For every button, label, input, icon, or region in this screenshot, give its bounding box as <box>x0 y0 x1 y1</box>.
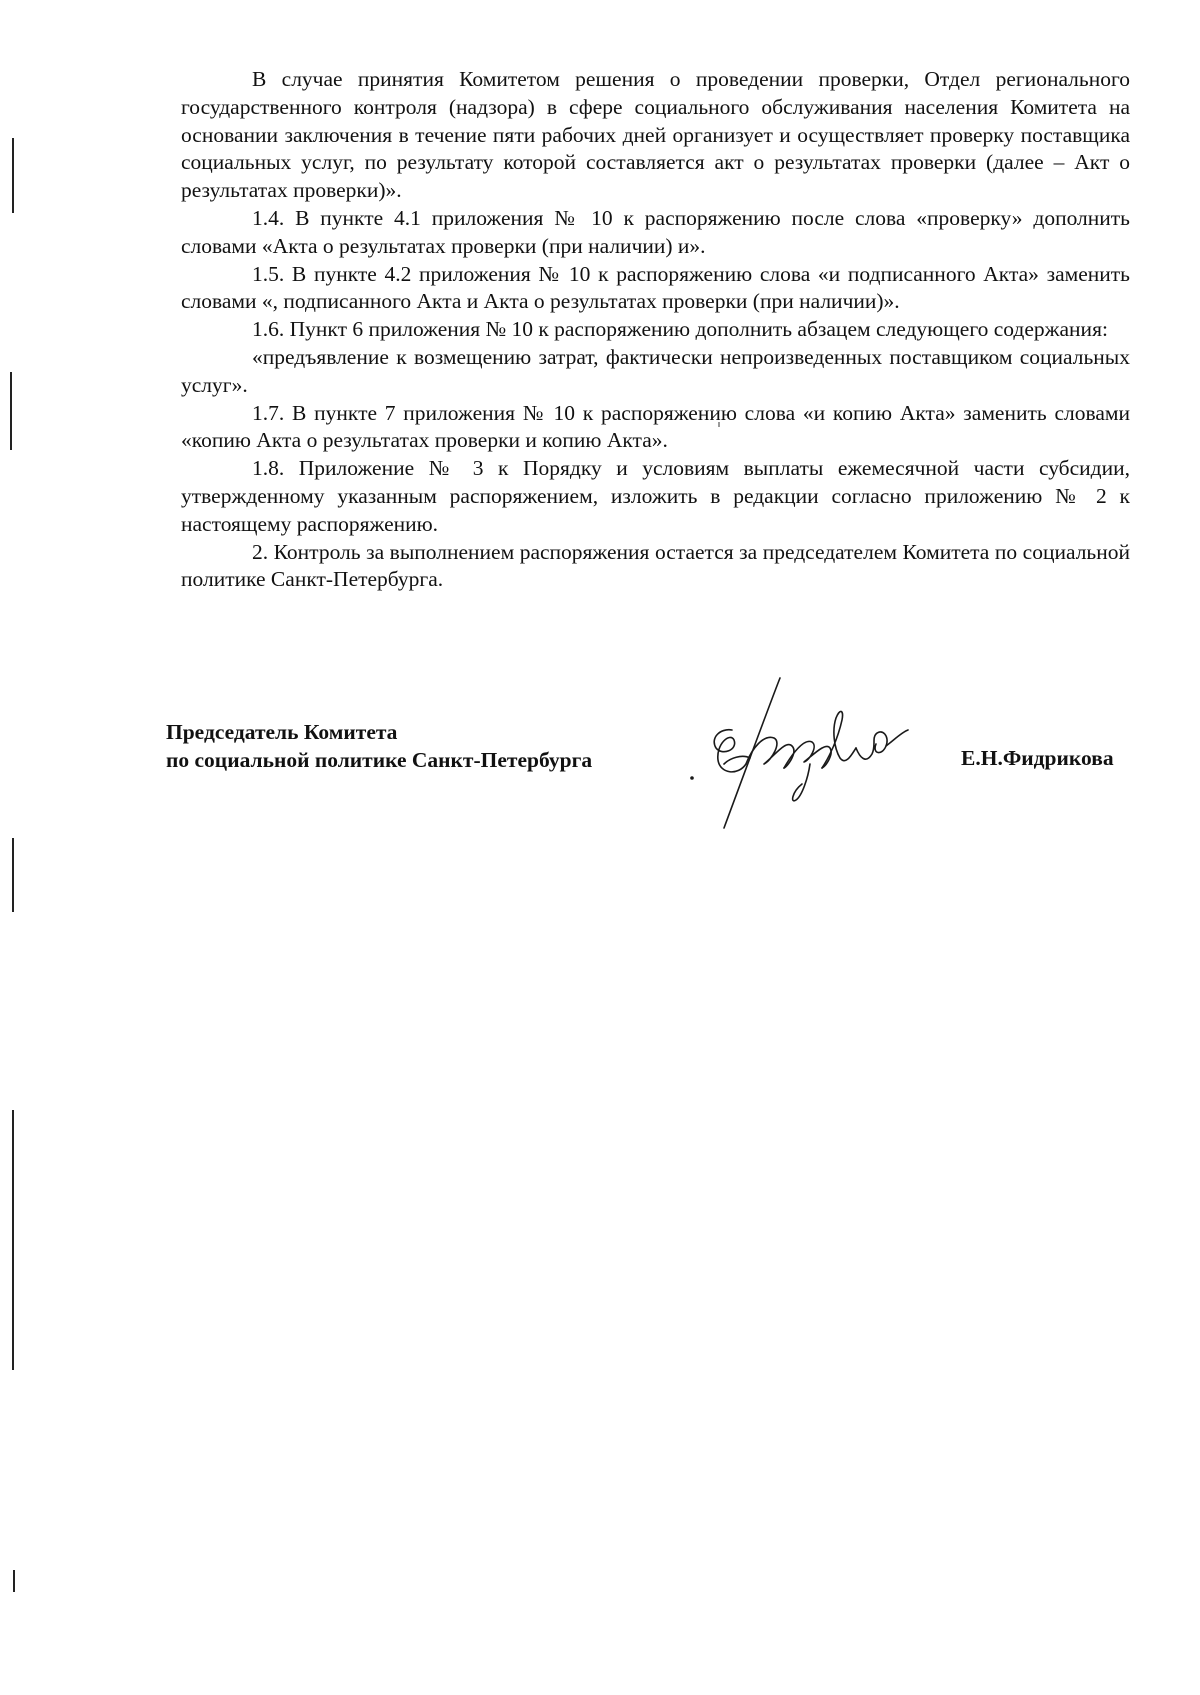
scan-edge-mark <box>13 1570 15 1592</box>
signer-name: Е.Н.Фидрикова <box>961 746 1114 770</box>
paragraph: «предъявление к возмещению затрат, фактически непроизведенных поставщиком социальных услуг». <box>181 344 1130 397</box>
scan-edge-mark <box>12 838 14 912</box>
handwritten-signature <box>680 668 930 838</box>
paragraph: 1.7. В пункте 7 приложения № 10 к распоряжению слова «и копию Акта» заменить словами «копию Акта о результатах проверки и копию Акта». <box>181 400 1130 453</box>
paragraph: 2. Контроль за выполнением распоряжения остается за председателем Комитета по социальной политике Санкт-Петербурга. <box>181 539 1130 592</box>
paragraph: В случае принятия Комитетом решения о проведении проверки, Отдел регионального государственного контроля (надзора) в сфере социального обслуживания населения Комитета на основании заключения в течение пяти рабочих дней организует и осуществляет проверку поставщика социальных услуг, по результату которой составляется акт о результатах проверки (далее – Акт о результатах проверки)». <box>181 67 1130 203</box>
signer-position-line: по социальной политике Санкт-Петербурга <box>166 748 593 772</box>
scan-edge-mark <box>12 1110 14 1370</box>
signer-position <box>166 718 592 774</box>
signer-position-line: Председатель Комитета <box>166 720 398 744</box>
paragraph: 1.4. В пункте 4.1 приложения № 10 к распоряжению после слова «проверку» дополнить словами «Акта о результатах проверки (при наличии) и». <box>181 205 1130 258</box>
paragraph: 1.5. В пункте 4.2 приложения № 10 к распоряжению слова «и подписанного Акта» заменить словами «, подписанного Акта и Акта о результатах проверки (при наличии)». <box>181 261 1130 314</box>
scan-edge-mark <box>12 138 14 213</box>
paragraph: 1.6. Пункт 6 приложения № 10 к распоряжению дополнить абзацем следующего содержания: <box>252 317 1108 342</box>
scan-edge-mark <box>10 372 12 450</box>
document-body <box>181 66 1130 594</box>
paragraph: 1.8. Приложение № 3 к Порядку и условиям выплаты ежемесячной части субсидии, утвержденному указанным распоряжением, изложить в редакции согласно приложению № 2 к настоящему распоряжению. <box>181 456 1130 536</box>
